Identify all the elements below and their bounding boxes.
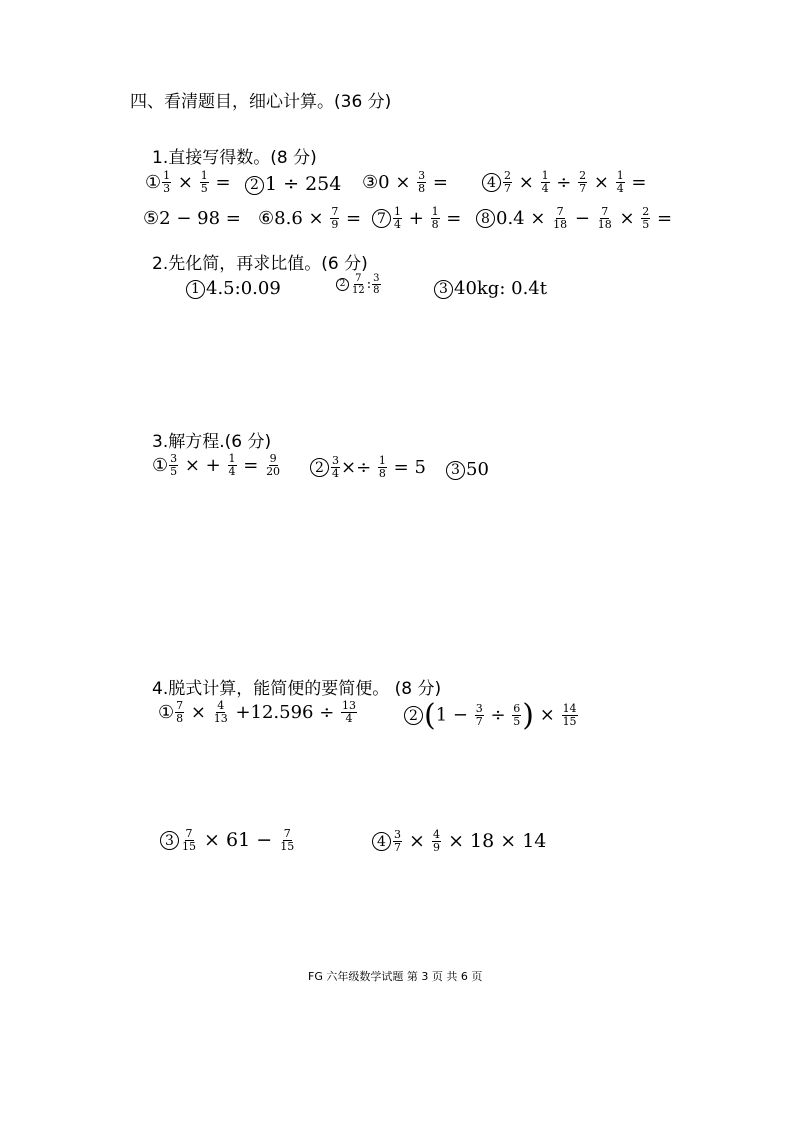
fraction: $\frac{2}{5}$ — [642, 205, 650, 232]
expression: = 5 — [393, 456, 426, 478]
operator: ÷ — [490, 704, 506, 726]
q3-item-2 — [310, 455, 426, 481]
operator: × — [177, 171, 193, 193]
operator: − — [574, 207, 590, 229]
q2-item-1 — [186, 278, 281, 299]
q1-item-7 — [372, 206, 461, 232]
operator: × — [409, 829, 425, 852]
item-number-circle: 2 — [245, 176, 264, 195]
q3-heading: 3.解方程.(6 分) — [152, 432, 272, 452]
equals-sign: = — [631, 171, 647, 193]
fraction: $\frac{14}{15}$ — [562, 701, 577, 728]
fraction: $\frac{3}{8}$ — [373, 273, 380, 297]
fraction: $\frac{1}{4}$ — [541, 169, 549, 196]
fraction: $\frac{7}{9}$ — [331, 205, 339, 232]
fraction: $\frac{1}{4}$ — [394, 205, 401, 232]
q4-item-1 — [158, 700, 358, 726]
q1-item-4 — [482, 170, 647, 196]
item-number-circle: 7 — [372, 209, 391, 228]
expression: 40kg: 0.4t — [454, 278, 547, 299]
item-number-circle: 2 — [336, 278, 349, 291]
fraction: $\frac{1}{8}$ — [378, 454, 386, 481]
q3-item-3 — [446, 459, 489, 480]
q4-heading: 4.脱式计算，能简便的要简便。 (8 分) — [152, 679, 442, 699]
item-number: ① — [158, 701, 175, 723]
expression: 8.6 × — [274, 207, 324, 229]
item-number-circle: 3 — [160, 831, 179, 850]
fraction: $\frac{3}{7}$ — [475, 701, 483, 728]
fraction: $\frac{4}{9}$ — [433, 828, 441, 855]
fraction: $\frac{1}{8}$ — [431, 205, 439, 232]
expression: × + — [184, 454, 221, 476]
equals-sign: = — [432, 171, 448, 193]
item-number: ① — [145, 171, 162, 193]
fraction: $\frac{7}{15}$ — [182, 827, 196, 854]
expression: 2 − 98 = — [159, 208, 241, 229]
operator: + — [408, 207, 424, 229]
expression: 0.4 × — [496, 207, 546, 229]
item-number: ⑤ — [143, 208, 160, 229]
expression: 0 × — [378, 171, 411, 193]
q4-item-4 — [372, 829, 546, 855]
operator: × — [518, 171, 534, 193]
fraction: $\frac{3}{8}$ — [418, 169, 426, 196]
expression: ×÷ — [341, 456, 372, 478]
equals-sign: = — [243, 454, 259, 476]
equals-sign: = — [446, 207, 462, 229]
q2-item-3 — [434, 278, 547, 299]
fraction: $\frac{6}{5}$ — [513, 701, 521, 728]
fraction: $\frac{9}{20}$ — [266, 452, 281, 479]
fraction: $\frac{7}{8}$ — [176, 699, 184, 726]
item-number: ③ — [362, 171, 379, 193]
fraction: $\frac{7}{18}$ — [597, 205, 612, 232]
item-number-circle: 1 — [186, 280, 205, 299]
operator: × — [190, 701, 206, 723]
fraction: $\frac{7}{18}$ — [553, 205, 568, 232]
right-parenthesis: ) — [522, 698, 534, 733]
fraction: $\frac{3}{4}$ — [332, 454, 339, 481]
expression: 50 — [466, 459, 489, 480]
ratio-sign: : — [366, 277, 372, 293]
operator: × — [539, 704, 555, 726]
expression: 1 − — [435, 704, 468, 726]
expression: 4.5:0.09 — [206, 278, 281, 299]
item-number-circle: 2 — [310, 458, 329, 477]
q4-item-2 — [404, 698, 579, 733]
fraction: $\frac{3}{5}$ — [170, 452, 178, 479]
fraction: $\frac{1}{4}$ — [616, 169, 624, 196]
fraction: $\frac{4}{13}$ — [213, 699, 228, 726]
fraction: $\frac{13}{4}$ — [342, 699, 357, 726]
item-number: ① — [152, 454, 169, 476]
q1-item-5 — [143, 208, 241, 229]
operator: ÷ — [556, 171, 572, 193]
fraction: $\frac{7}{15}$ — [280, 827, 295, 854]
equals-sign: = — [215, 171, 231, 193]
q1-item-8 — [476, 206, 672, 232]
q1-item-6 — [258, 206, 361, 232]
section-title: 四、看清题目，细心计算。(36 分) — [130, 92, 392, 112]
expression: × 61 − — [204, 828, 273, 851]
expression: +12.596 ÷ — [235, 701, 335, 723]
left-parenthesis: ( — [424, 698, 436, 733]
item-number-circle: 2 — [404, 706, 423, 725]
equals-sign: = — [657, 207, 673, 229]
item-number-circle: 3 — [446, 461, 465, 480]
fraction: $\frac{2}{7}$ — [579, 169, 587, 196]
item-number-circle: 8 — [476, 209, 495, 228]
fraction: $\frac{1}{5}$ — [200, 169, 208, 196]
item-number-circle: 4 — [482, 173, 501, 192]
q1-item-1 — [145, 170, 231, 196]
fraction: $\frac{1}{4}$ — [228, 452, 236, 479]
q1-item-2 — [245, 173, 341, 195]
q1-item-3 — [362, 170, 448, 196]
expression: × 18 × 14 — [448, 829, 547, 852]
operator: × — [619, 207, 635, 229]
q1-heading: 1.直接写得数。(8 分) — [152, 148, 317, 168]
fraction: $\frac{7}{12}$ — [352, 273, 365, 297]
item-number-circle: 3 — [434, 280, 453, 299]
fraction: $\frac{1}{3}$ — [163, 169, 171, 196]
q3-item-1 — [152, 453, 282, 479]
page-footer: FG 六年级数学试题 第 3 页 共 6 页 — [308, 970, 483, 983]
q4-item-3 — [160, 828, 296, 854]
expression: 1 ÷ 254 — [265, 173, 342, 195]
fraction: $\frac{2}{7}$ — [504, 169, 511, 196]
fraction: $\frac{3}{7}$ — [394, 828, 401, 855]
item-number: ⑥ — [258, 207, 275, 229]
q2-heading: 2.先化简，再求比值。(6 分) — [152, 254, 368, 274]
operator: × — [593, 171, 609, 193]
q2-item-2 — [336, 273, 382, 296]
equals-sign: = — [346, 207, 362, 229]
item-number-circle: 4 — [372, 832, 391, 851]
